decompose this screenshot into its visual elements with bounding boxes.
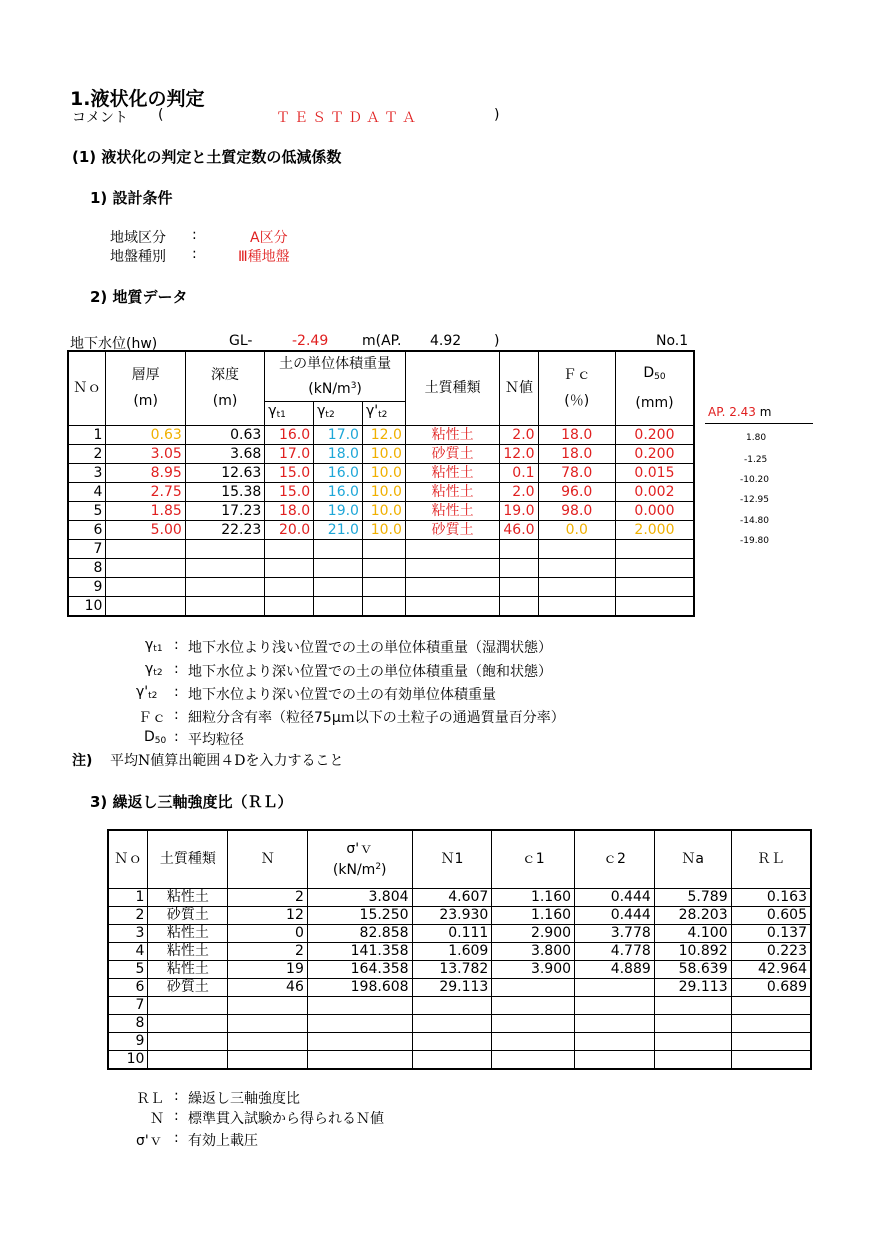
rl-cell-n1: 23.930 [412,906,492,924]
header-depth: 深度 (m) [185,351,264,425]
ap-level-1: 1.80 [746,433,767,443]
table-row [108,906,811,924]
cell-soil: 粘性土 [405,482,499,501]
legend-rl-symbol: ＲＬ [136,1091,164,1107]
rl-cell-n: 46 [228,978,308,996]
cell-thick [106,596,185,616]
rl-cell-sv: 141.358 [307,942,412,960]
rl-header-n: Ｎ [228,830,308,888]
cell-fc: 0.0 [538,520,615,539]
table-row [68,501,694,520]
rl-cell-n [228,1050,308,1069]
cell-depth: 17.23 [185,501,264,520]
legend-sep: : [174,707,179,723]
rl-cell-rl [731,1032,811,1050]
cell-d50: 0.200 [615,444,694,463]
table-row [68,558,694,577]
cell-d50: 0.002 [615,482,694,501]
cell-gt2 [314,596,363,616]
rl-cell-na: 10.892 [654,942,731,960]
cell-soil [405,596,499,616]
rl-cell-rl: 0.163 [731,888,811,906]
cell-n [500,558,538,577]
rl-cell-no: 3 [108,924,148,942]
rl-cell-c1 [492,978,575,996]
cell-gp: 12.0 [362,425,405,444]
rl-cell-rl: 0.605 [731,906,811,924]
comment-label: コメント [72,110,128,126]
rl-cell-soil: 粘性土 [148,924,228,942]
rl-cell-c1 [492,1014,575,1032]
cell-gt2: 16.0 [314,463,363,482]
cell-n [500,596,538,616]
cell-fc [538,577,615,596]
cell-gt2 [314,577,363,596]
header-no: Ｎｏ [68,351,106,425]
subheading-rl: 3) 繰返し三軸強度比（ＲＬ） [90,793,293,811]
cell-gt2: 16.0 [314,482,363,501]
legend-sep: : [174,1088,179,1104]
cell-soil [405,558,499,577]
legend-gamma-prime-symbol: $\gamma'_{t2}$ [136,684,158,701]
comment-value: ＴＥＳＴＤＡＴＡ [276,110,420,126]
ap-side-label: AP. 2.43 m [708,405,772,419]
table-row [108,1014,811,1032]
table-row [68,463,694,482]
cell-depth [185,596,264,616]
cell-depth [185,558,264,577]
rl-cell-soil: 粘性土 [148,960,228,978]
condition-value-ground: Ⅲ種地盤 [238,249,290,265]
rl-cell-c2 [575,1032,655,1050]
rl-cell-no: 4 [108,942,148,960]
cell-d50: 0.200 [615,425,694,444]
cell-thick [106,558,185,577]
rl-cell-rl [731,996,811,1014]
rl-cell-sv [307,1050,412,1069]
rl-cell-na [654,1014,731,1032]
table-row [68,539,694,558]
ap-level-3: -10.20 [740,475,770,485]
rl-header-c1: ｃ1 [492,830,575,888]
rl-cell-sv: 15.250 [307,906,412,924]
rl-cell-c2: 0.444 [575,906,655,924]
table-row [108,1050,811,1069]
cell-gt1: 15.0 [265,463,314,482]
rl-cell-no: 9 [108,1032,148,1050]
rl-cell-sv [307,1032,412,1050]
ap-level-6: -19.80 [740,536,770,546]
condition-sep: : [192,246,197,262]
cell-gt1: 18.0 [265,501,314,520]
rl-cell-soil [148,1032,228,1050]
cell-gt2: 18.0 [314,444,363,463]
cell-gp: 10.0 [362,463,405,482]
cell-gp [362,539,405,558]
cell-soil: 砂質土 [405,444,499,463]
rl-cell-n [228,996,308,1014]
rl-cell-n1: 4.607 [412,888,492,906]
cell-gt1 [265,558,314,577]
cell-gt1 [265,596,314,616]
rl-cell-c1 [492,1032,575,1050]
cell-gp [362,596,405,616]
header-gamma-t2: $\gamma_{t2}$ [314,401,363,425]
header-fc: Ｆｃ (％) [538,351,615,425]
rl-cell-sv: 164.358 [307,960,412,978]
cell-gp: 10.0 [362,482,405,501]
table-row [68,425,694,444]
cell-depth: 12.63 [185,463,264,482]
cell-fc: 98.0 [538,501,615,520]
cell-fc: 18.0 [538,425,615,444]
rl-cell-no: 10 [108,1050,148,1069]
rl-cell-n1: 1.609 [412,942,492,960]
rl-cell-c2: 4.889 [575,960,655,978]
rl-cell-c2 [575,978,655,996]
cell-d50 [615,558,694,577]
cell-fc: 78.0 [538,463,615,482]
legend-gamma-t2-text: 地下水位より深い位置での土の単位体積重量（飽和状態） [188,664,552,680]
rl-header-c2: ｃ2 [575,830,655,888]
rl-cell-sv [307,996,412,1014]
cell-gt2 [314,558,363,577]
rl-cell-rl [731,1050,811,1069]
rl-header-n1: Ｎ1 [412,830,492,888]
cell-fc: 96.0 [538,482,615,501]
rl-cell-no: 5 [108,960,148,978]
subheading-geology: 2) 地質データ [90,288,188,306]
rl-cell-na: 58.639 [654,960,731,978]
table-row [108,978,811,996]
cell-thick: 5.00 [106,520,185,539]
legend-gamma-t1-symbol: $\gamma_{t1}$ [145,637,163,654]
cell-gp [362,577,405,596]
rl-cell-n1 [412,1032,492,1050]
comment-open: ( [158,107,164,123]
cell-gt1: 15.0 [265,482,314,501]
cell-n: 12.0 [500,444,538,463]
table-row [108,942,811,960]
rl-cell-sv: 82.858 [307,924,412,942]
rl-cell-c2: 3.778 [575,924,655,942]
cell-depth: 0.63 [185,425,264,444]
cell-gp: 10.0 [362,444,405,463]
cell-d50: 2.000 [615,520,694,539]
header-gamma-prime: $\gamma'_{t2}$ [362,401,405,425]
rl-cell-c1: 3.900 [492,960,575,978]
legend-sep: : [174,684,179,700]
cell-n [500,539,538,558]
rl-cell-n1: 0.111 [412,924,492,942]
subheading-conditions: 1) 設計条件 [90,189,173,207]
rl-cell-rl: 0.223 [731,942,811,960]
cell-no: 8 [68,558,106,577]
cell-thick: 1.85 [106,501,185,520]
rl-cell-no: 1 [108,888,148,906]
rl-cell-soil [148,1050,228,1069]
comment-close: ) [494,107,500,123]
rl-cell-c1: 1.160 [492,906,575,924]
legend-d50-text: 平均粒径 [188,732,244,748]
rl-cell-na [654,996,731,1014]
comment-line [72,107,128,127]
cell-gt1: 20.0 [265,520,314,539]
cell-d50 [615,577,694,596]
rl-cell-rl: 0.137 [731,924,811,942]
cell-fc [538,596,615,616]
legend-sigma-text: 有効上載圧 [188,1133,258,1149]
rl-cell-n [228,1014,308,1032]
cell-no: 2 [68,444,106,463]
rl-cell-n: 0 [228,924,308,942]
legend-n-text: 標準貫入試験から得られるＮ値 [188,1111,384,1127]
cell-gt2: 17.0 [314,425,363,444]
cell-thick: 2.75 [106,482,185,501]
cell-no: 7 [68,539,106,558]
cell-soil [405,539,499,558]
cell-soil: 粘性土 [405,425,499,444]
cell-d50: 0.015 [615,463,694,482]
rl-cell-n1 [412,1050,492,1069]
cell-thick [106,577,185,596]
condition-label-region: 地域区分 [110,230,166,246]
rl-cell-c1: 2.900 [492,924,575,942]
rl-cell-n1: 29.113 [412,978,492,996]
table-row [68,444,694,463]
ap-level-4: -12.95 [740,495,770,505]
table-row [108,960,811,978]
cell-d50 [615,596,694,616]
legend-gamma-t2-symbol: $\gamma_{t2}$ [145,661,163,678]
cell-depth: 15.38 [185,482,264,501]
cell-n: 46.0 [500,520,538,539]
cell-gt2 [314,539,363,558]
rl-cell-no: 2 [108,906,148,924]
section-heading-1: (1) 液状化の判定と土質定数の低減係数 [72,148,342,166]
rl-cell-n: 19 [228,960,308,978]
cell-n: 2.0 [500,425,538,444]
cell-thick: 0.63 [106,425,185,444]
cell-gp: 10.0 [362,520,405,539]
geology-table [67,350,695,617]
cell-thick: 3.05 [106,444,185,463]
rl-cell-sv: 3.804 [307,888,412,906]
rl-cell-c1 [492,1050,575,1069]
table-row [68,482,694,501]
legend-gamma-t1-text: 地下水位より浅い位置での土の単位体積重量（湿潤状態） [188,640,552,656]
legend-gamma-prime-text: 地下水位より深い位置での土の有効単位体積重量 [188,687,496,703]
legend-d50-symbol: $D_{50}$ [144,729,167,746]
cell-gt1: 16.0 [265,425,314,444]
cell-thick: 8.95 [106,463,185,482]
cell-gt2: 21.0 [314,520,363,539]
cell-gt1 [265,577,314,596]
cell-n [500,577,538,596]
header-n-value: Ｎ値 [500,351,538,425]
rl-header-sigma: σ'ｖ $(kN/m^2)$ [307,830,412,888]
table-row [68,577,694,596]
legend-rl-text: 繰返し三軸強度比 [188,1091,300,1107]
header-d50: $D_{50}$ (mm) [615,351,694,425]
legend-sep: : [174,637,179,653]
rl-cell-n: 12 [228,906,308,924]
rl-cell-c2: 4.778 [575,942,655,960]
rl-header-no: Ｎｏ [108,830,148,888]
legend-sep: : [174,661,179,677]
rl-table [107,829,812,1070]
cell-gt1 [265,539,314,558]
cell-n: 2.0 [500,482,538,501]
rl-cell-c1 [492,996,575,1014]
cell-no: 5 [68,501,106,520]
cell-d50: 0.000 [615,501,694,520]
rl-cell-na [654,1050,731,1069]
rl-cell-no: 7 [108,996,148,1014]
legend-sep: : [174,729,179,745]
cell-depth [185,539,264,558]
rl-cell-rl: 0.689 [731,978,811,996]
cell-depth: 22.23 [185,520,264,539]
rl-header-rl: ＲＬ [731,830,811,888]
legend-sep: : [174,1130,179,1146]
cell-gt2: 19.0 [314,501,363,520]
rl-header-na: Ｎa [654,830,731,888]
legend-fc-symbol: Ｆｃ [138,710,166,726]
rl-cell-no: 6 [108,978,148,996]
rl-cell-sv [307,1014,412,1032]
rl-cell-n1 [412,996,492,1014]
rl-cell-na: 5.789 [654,888,731,906]
cell-soil: 粘性土 [405,463,499,482]
water-close: ) [494,333,500,349]
ap-side-line [705,423,813,424]
rl-cell-rl: 42.964 [731,960,811,978]
cell-no: 1 [68,425,106,444]
cell-no: 6 [68,520,106,539]
cell-n: 19.0 [500,501,538,520]
rl-cell-sv: 198.608 [307,978,412,996]
cell-no: 9 [68,577,106,596]
cell-n: 0.1 [500,463,538,482]
cell-gp: 10.0 [362,501,405,520]
rl-cell-n: 2 [228,942,308,960]
water-gl-value: -2.49 [292,333,329,349]
rl-cell-c2: 0.444 [575,888,655,906]
rl-cell-n: 2 [228,888,308,906]
rl-cell-na: 29.113 [654,978,731,996]
header-gamma-t1: $\gamma_{t1}$ [265,401,314,425]
cell-soil: 砂質土 [405,520,499,539]
page-title: 1.液状化の判定 [70,88,205,110]
cell-fc: 18.0 [538,444,615,463]
rl-cell-soil: 砂質土 [148,978,228,996]
rl-cell-c1: 3.800 [492,942,575,960]
table-row [108,996,811,1014]
water-ap-value: 4.92 [430,333,462,349]
water-level-label: 地下水位(hw) [70,336,158,352]
water-gl-label: GL- [229,333,253,349]
rl-cell-rl [731,1014,811,1032]
rl-cell-soil: 砂質土 [148,906,228,924]
header-unit-weight: 土の単位体積重量 $(kN/m^3)$ [265,351,406,401]
cell-soil: 粘性土 [405,501,499,520]
cell-d50 [615,539,694,558]
cell-fc [538,558,615,577]
header-soil-type: 土質種類 [405,351,499,425]
table-row [68,596,694,616]
cell-depth: 3.68 [185,444,264,463]
note-label: 注) [72,753,93,769]
rl-cell-soil [148,996,228,1014]
cell-gt1: 17.0 [265,444,314,463]
cell-gp [362,558,405,577]
water-ap-label: m(AP. [362,333,402,349]
rl-cell-na: 4.100 [654,924,731,942]
cell-no: 3 [68,463,106,482]
condition-sep: : [192,227,197,243]
rl-cell-no: 8 [108,1014,148,1032]
header-thickness: 層厚 (m) [106,351,185,425]
cell-fc [538,539,615,558]
rl-cell-na [654,1032,731,1050]
table-row [108,924,811,942]
rl-cell-c1: 1.160 [492,888,575,906]
sheet-number: No.1 [656,333,689,349]
rl-cell-soil: 粘性土 [148,942,228,960]
cell-no: 10 [68,596,106,616]
rl-cell-n [228,1032,308,1050]
rl-cell-c2 [575,1014,655,1032]
table-row [108,888,811,906]
legend-n-symbol: Ｎ [150,1111,164,1127]
note-text: 平均N値算出範囲４Dを入力すること [110,753,344,769]
condition-label-ground: 地盤種別 [110,249,166,265]
table-row [108,1032,811,1050]
legend-sep: : [174,1108,179,1124]
ap-level-2: -1.25 [744,455,768,465]
rl-cell-c2 [575,1050,655,1069]
condition-value-region: A区分 [250,230,288,246]
cell-thick [106,539,185,558]
legend-fc-text: 細粒分含有率（粒径75μｍ以下の土粒子の通過質量百分率） [188,710,565,726]
rl-cell-n1 [412,1014,492,1032]
legend-sigma-symbol: σ'ｖ [136,1133,163,1149]
rl-cell-n1: 13.782 [412,960,492,978]
table-row [68,520,694,539]
rl-header-soil: 土質種類 [148,830,228,888]
rl-cell-soil [148,1014,228,1032]
rl-cell-na: 28.203 [654,906,731,924]
cell-no: 4 [68,482,106,501]
rl-cell-c2 [575,996,655,1014]
cell-soil [405,577,499,596]
ap-level-5: -14.80 [740,516,770,526]
rl-cell-soil: 粘性土 [148,888,228,906]
cell-depth [185,577,264,596]
